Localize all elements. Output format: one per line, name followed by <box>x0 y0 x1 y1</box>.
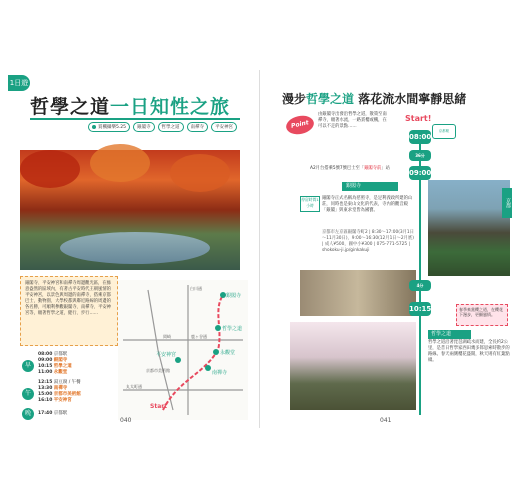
maple-garden-photo <box>20 150 240 270</box>
place: 銀閣寺 <box>53 358 68 363</box>
maple-foliage <box>20 150 80 188</box>
access-note-post: 」站 <box>381 166 390 171</box>
map-label: 白川通 <box>190 286 202 291</box>
route-map <box>118 280 248 420</box>
place: 湯豆腐 / 午餐 <box>53 380 81 385</box>
time: 08:00 <box>38 352 53 357</box>
schedule-item <box>38 411 67 417</box>
path-heading: 哲學之道 <box>428 330 471 339</box>
title-part-2: 日知性之旅 <box>130 96 231 118</box>
tag-label: 平安神宮 <box>215 125 234 130</box>
time: 12:15 <box>38 380 53 385</box>
spot-tag <box>187 122 209 132</box>
cherry-blossom-note: 春季來賞櫻之道，在櫻花下漫步，更顯風情。 <box>456 304 508 326</box>
title-part-1: 哲學之道 <box>30 96 111 118</box>
title-part-1: 漫步 <box>282 92 307 106</box>
spot-description: 銀閣寺正式名稱為慈照寺，是足利義政所建的山莊，同時也是東山文化的代表，寺內的觀音殿「銀閣」與東求堂皆為國寶。 <box>322 196 413 213</box>
spot-tag <box>211 122 237 132</box>
title-highlight: 哲學之道 <box>306 92 355 106</box>
page-number: 040 <box>120 417 132 424</box>
marker-philosopher-path <box>215 325 221 331</box>
point-badge: Point <box>284 113 315 136</box>
pond <box>60 232 210 264</box>
maple-foliage <box>90 144 150 182</box>
spot-tags <box>88 122 237 132</box>
section-title <box>282 90 466 107</box>
place: 京都市美術館 <box>53 392 81 397</box>
map-label: 鹿ヶ谷通 <box>191 334 207 339</box>
maple-foliage <box>170 154 230 192</box>
schedule <box>20 352 120 422</box>
page-title <box>30 92 230 119</box>
period-badge: 晚 <box>22 408 34 420</box>
spot-tag <box>88 122 130 132</box>
spot-tag <box>133 122 155 132</box>
spot-heading: 銀閣寺 <box>342 182 398 191</box>
time-badge: 08:00 <box>409 130 431 144</box>
duration-badge: 4分 <box>409 280 431 291</box>
page-number: 041 <box>380 417 392 424</box>
period-badge: 午 <box>22 388 34 400</box>
period-badge: 早 <box>22 360 34 372</box>
map-label: 岡崎 <box>163 334 171 339</box>
ginkakuji-photo <box>428 180 510 276</box>
map-label: 永觀堂 <box>220 350 236 356</box>
time: 09:00 <box>38 358 53 363</box>
place: 永觀堂 <box>53 370 68 375</box>
time-badge: 09:00 <box>409 166 431 180</box>
place: 平安神宮 <box>53 398 72 403</box>
map-start-label: Start <box>150 403 168 410</box>
place: 南禪寺 <box>53 386 68 391</box>
schedule-item <box>38 370 67 376</box>
tag-label: 南禪寺 <box>190 125 205 130</box>
title-dash: 一 <box>110 96 131 118</box>
time-badge: 10:15 <box>409 302 431 316</box>
intro-text: 銀閣寺、平安神宮和南禪寺周邊觀光區，在綠意盎然的區域內，有著古平安時代王朝風情的平安神宮，以景色與周邊的南禪寺，搭乘京都巴士，動物園、大學校都與鄰近路線的周邊的各名勝，可順利參觀銀閣寺、南禪寺、平安神宮等，順著哲學之道，健行、步行…… <box>20 276 118 346</box>
map-label: 京都市美術館 <box>146 368 170 373</box>
bus-icon: 京都駅 <box>432 124 456 139</box>
marker-nanzenji <box>205 365 211 371</box>
right-page <box>260 70 512 428</box>
book-spread <box>8 70 512 428</box>
marker-eikando <box>213 349 219 355</box>
map-label: 南禪寺 <box>212 370 228 376</box>
duration-badge: 36分 <box>409 150 431 161</box>
time: 15:00 <box>38 392 53 397</box>
schedule-item <box>38 398 72 404</box>
place: 京都駅 <box>53 352 68 357</box>
left-page <box>8 70 260 428</box>
day-trip-tab: 1日遊 <box>8 75 30 91</box>
spot-tag <box>158 122 184 132</box>
access-note-pre: A2月台搭乘5號7號巴士至「 <box>310 166 365 171</box>
sand-garden-photo <box>300 270 416 316</box>
stay-time-label: 停留時間1小時 <box>300 196 320 212</box>
access-note <box>310 166 414 172</box>
time: 17:40 <box>38 411 53 416</box>
place: 京都駅 <box>53 411 68 416</box>
title-underline <box>30 118 240 120</box>
tag-label: 銀閣寺 <box>137 125 151 130</box>
time: 16:10 <box>38 398 53 403</box>
region-side-tab: 京都 <box>502 188 512 218</box>
start-label: Start! <box>405 114 432 123</box>
tag-label: 賞楓攝樂5.25 <box>98 125 127 130</box>
access-note-highlight: 銀閣寺前 <box>364 166 382 171</box>
philosopher-path-photo <box>290 322 416 410</box>
map-label: 哲學之道 <box>222 326 243 332</box>
place: 哲學之道 <box>53 364 72 369</box>
spot-info: 京都市左京區銀閣寺町2 | 8:30～17:00(3月1日～11月30日)，9:00～16:30(12月1日～2月底) | 成人¥500，國中小¥300 | 075-771-5725 | shokoku-ji.jp/ginkakuji <box>322 230 414 253</box>
tag-label: 哲學之道 <box>161 125 180 130</box>
map-label: 平安神宮 <box>156 352 177 358</box>
time: 13:30 <box>38 386 53 391</box>
time: 10:15 <box>38 364 53 369</box>
title-part-2: 落花流水間寧靜思緒 <box>354 92 467 106</box>
path-description: 哲學之道沿著琵琶湖疏水而建，全長約2公里，是昔日哲學家西田幾多郎思索時散步的路線。春天兩側櫻花盛開，秋天則有紅葉點綴。 <box>428 340 510 363</box>
tag-dot-icon <box>92 125 96 129</box>
time: 11:00 <box>38 370 53 375</box>
map-label: 丸太町通 <box>126 384 142 389</box>
map-label: 銀閣寺 <box>226 293 242 299</box>
point-text: 由銀閣寺出發沿哲學之道，散策至南禪寺，順著水流，一路賞櫻或楓，在可以不走的景點…… <box>318 112 387 129</box>
